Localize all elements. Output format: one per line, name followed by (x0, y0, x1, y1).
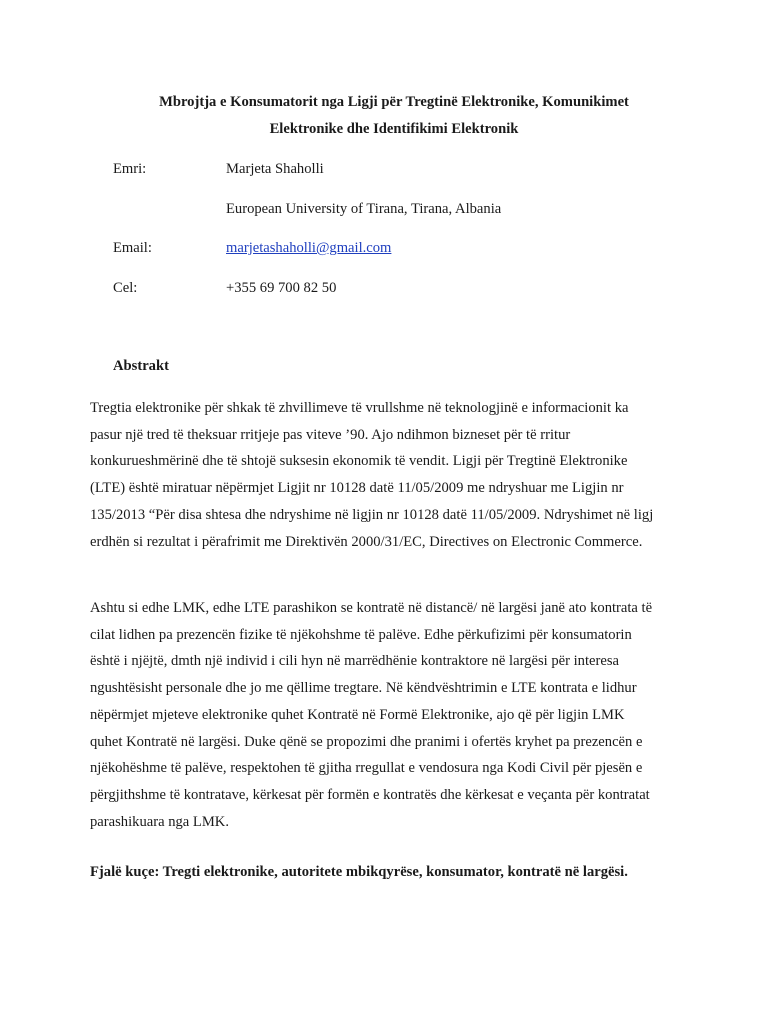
abstract-paragraph-2 (90, 595, 690, 835)
paper-title-line-2: Elektronike dhe Identifikimi Elektronik (269, 121, 519, 137)
paragraph-line: Ashtu si edhe LMK, edhe LTE parashikon se kontratë në distancë/ në largësi janë ato kontrata të (90, 600, 653, 616)
keywords: Fjalë kuçe: Tregti elektronike, autoritete mbikqyrëse, konsumator, kontratë në largësi. (90, 864, 628, 880)
paragraph-line: pasur një tred të theksuar rritjeje pas viteve ’90. Ajo ndihmon bizneset për të rritur (90, 426, 571, 443)
abstract-heading: Abstrakt (113, 358, 169, 374)
paragraph-line: nëpërmjet mjeteve elektronike quhet Kontratë në Formë Elektronike, ajo që për ligjin LMK (90, 706, 625, 723)
name-label: Emri: (113, 161, 147, 177)
paragraph-line: është i njëjtë, dmth një individ i cili hyn në marrëdhënie kontraktore në largësi për interesa (90, 653, 619, 670)
email-label: Email: (113, 240, 152, 256)
phone-label: Cel: (113, 280, 138, 296)
paragraph-line: parashikuara nga LMK. (90, 813, 229, 830)
abstract-paragraph-1 (90, 395, 690, 555)
email-link[interactable]: marjetashaholli@gmail.com (226, 240, 392, 256)
paragraph-line: njëkohëshme të palëve, respektohen të gjitha rregullat e vendosura nga Kodi Civil për pjesën e (90, 760, 643, 777)
paper-title-line-1: Mbrojtja e Konsumatorit nga Ligji për Tregtinë Elektronike, Komunikimet (159, 94, 629, 110)
paragraph-line: erdhën si rezultat i përafrimit me Direktivën 2000/31/EC, Directives on Electronic Commerce. (90, 533, 643, 550)
author-affiliation: European University of Tirana, Tirana, Albania (226, 201, 502, 217)
paragraph-line: ngushtësisht personale dhe jo me qëllime tregtare. Në këndvështrimin e LTE kontrata e lidhur (90, 680, 637, 697)
paragraph-line: 135/2013 “Për disa shtesa dhe ndryshime në ligjin nr 10128 datë 11/05/2009. Ndryshimet në ligj (90, 506, 654, 523)
paragraph-line: konkurueshmërinë dhe të shtojë suksesin ekonomik të vendit. Ligji për Tregtinë Elektronike (90, 453, 628, 470)
paragraph-line: Tregtia elektronike për shkak të zhvillimeve të vrullshme në teknologjinë e informacionit ka (90, 400, 629, 416)
paragraph-line: quhet Kontratë në largësi. Duke qënë se propozimi dhe pranimi i ofertës kryhet pa prezencën e (90, 733, 643, 750)
paragraph-line: cilat lidhen pa prezencën fizike të njëkohshme të palëve. Edhe përkufizimi për konsumatorin (90, 626, 632, 643)
phone-number: +355 69 700 82 50 (226, 280, 337, 296)
paragraph-line: (LTE) është miratuar nëpërmjet Ligjit nr 10128 datë 11/05/2009 me ndryshuar me Ligjin nr (90, 480, 624, 497)
author-name: Marjeta Shaholli (226, 161, 324, 177)
paragraph-line: përgjithshme të kontratave, kërkesat për formën e kontratës dhe kërkesat e veçanta për kontratat (90, 786, 650, 803)
